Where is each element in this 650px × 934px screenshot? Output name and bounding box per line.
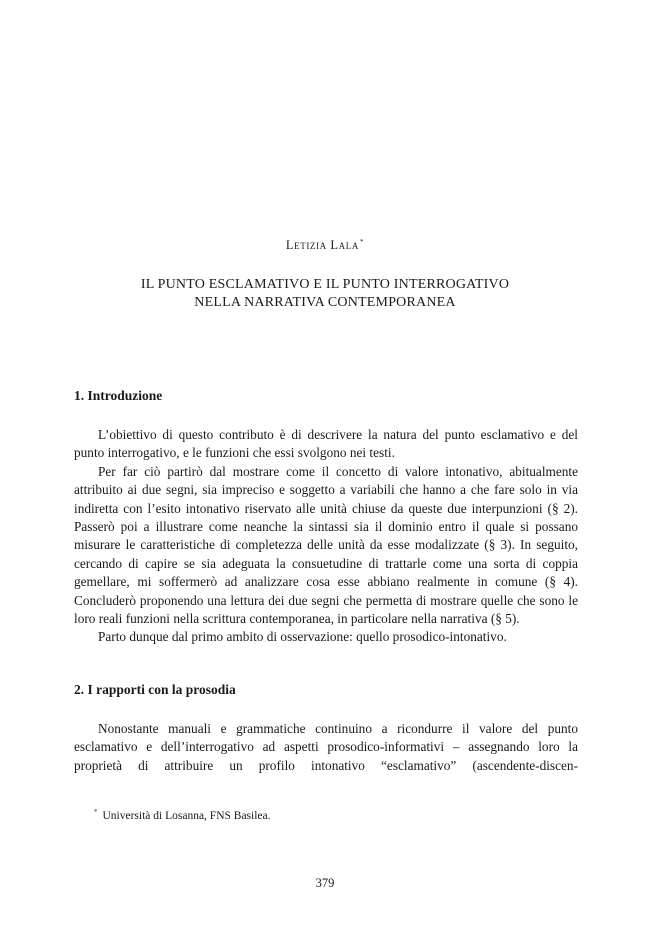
section-heading-prosodia: 2. I rapporti con la prosodia (74, 682, 236, 697)
title-line-2: NELLA NARRATIVA CONTEMPORANEA (194, 295, 456, 310)
author-note-mark: * (359, 238, 365, 246)
article-title (0, 276, 650, 312)
footnote-text: Università di Losanna, FNS Basilea. (102, 809, 271, 822)
section-body-prosodia (74, 720, 578, 775)
paragraph: L’obiettivo di questo contributo è di descrivere la natura del punto esclamativo e del punto interrogativo, e le funzioni che essi svolgono nei testi. (74, 427, 578, 461)
footnote-mark: * (94, 808, 98, 816)
section-body-introduzione (74, 426, 578, 647)
paragraph: Parto dunque dal primo ambito di osservazione: quello prosodico-intonativo. (98, 629, 507, 645)
footnote (94, 808, 271, 822)
title-line-1: IL PUNTO ESCLAMATIVO E IL PUNTO INTERROGATIVO (140, 277, 510, 292)
paragraph: Nonostante manuali e grammatiche continuino a ricondurre il valore del punto esclamativo e dell’interrogativo ad aspetti prosodico-informativi – assegnando loro la proprietà di attribuire un profilo intonativo “esclamativo” (ascendente-discen- (74, 721, 578, 773)
author-name: Letizia Lala* (285, 238, 365, 253)
section-heading-introduzione: 1. Introduzione (74, 388, 163, 403)
page-number: 379 (315, 876, 335, 890)
paragraph: Per far ciò partirò dal mostrare come il concetto di valore intonativo, abitualmente attribuito ai due segni, sia impreciso e soggetto a variabili che hanno a che fare solo in via indiretta con l’esito intonativo riservato alle unità chiuse da queste due interpunzioni (§ 2). Passerò poi a illustrare come neanche la sintassi sia il dominio entro il quale si possano misurare le caratteristiche di completezza delle unità da esse modalizzate (§ 3). In seguito, cercando di capire se sia adeguata la consuetudine di trattarle come una sorta di coppia gemellare, mi soffermerò ad analizzare cosa esse abbiano realmente in comune (§ 4). Concluderò proponendo una lettura dei due segni che permetta di mostrare quelle che sono le loro reali funzioni nella scrittura contemporanea, in particolare nella narrativa (§ 5). (74, 463, 578, 627)
